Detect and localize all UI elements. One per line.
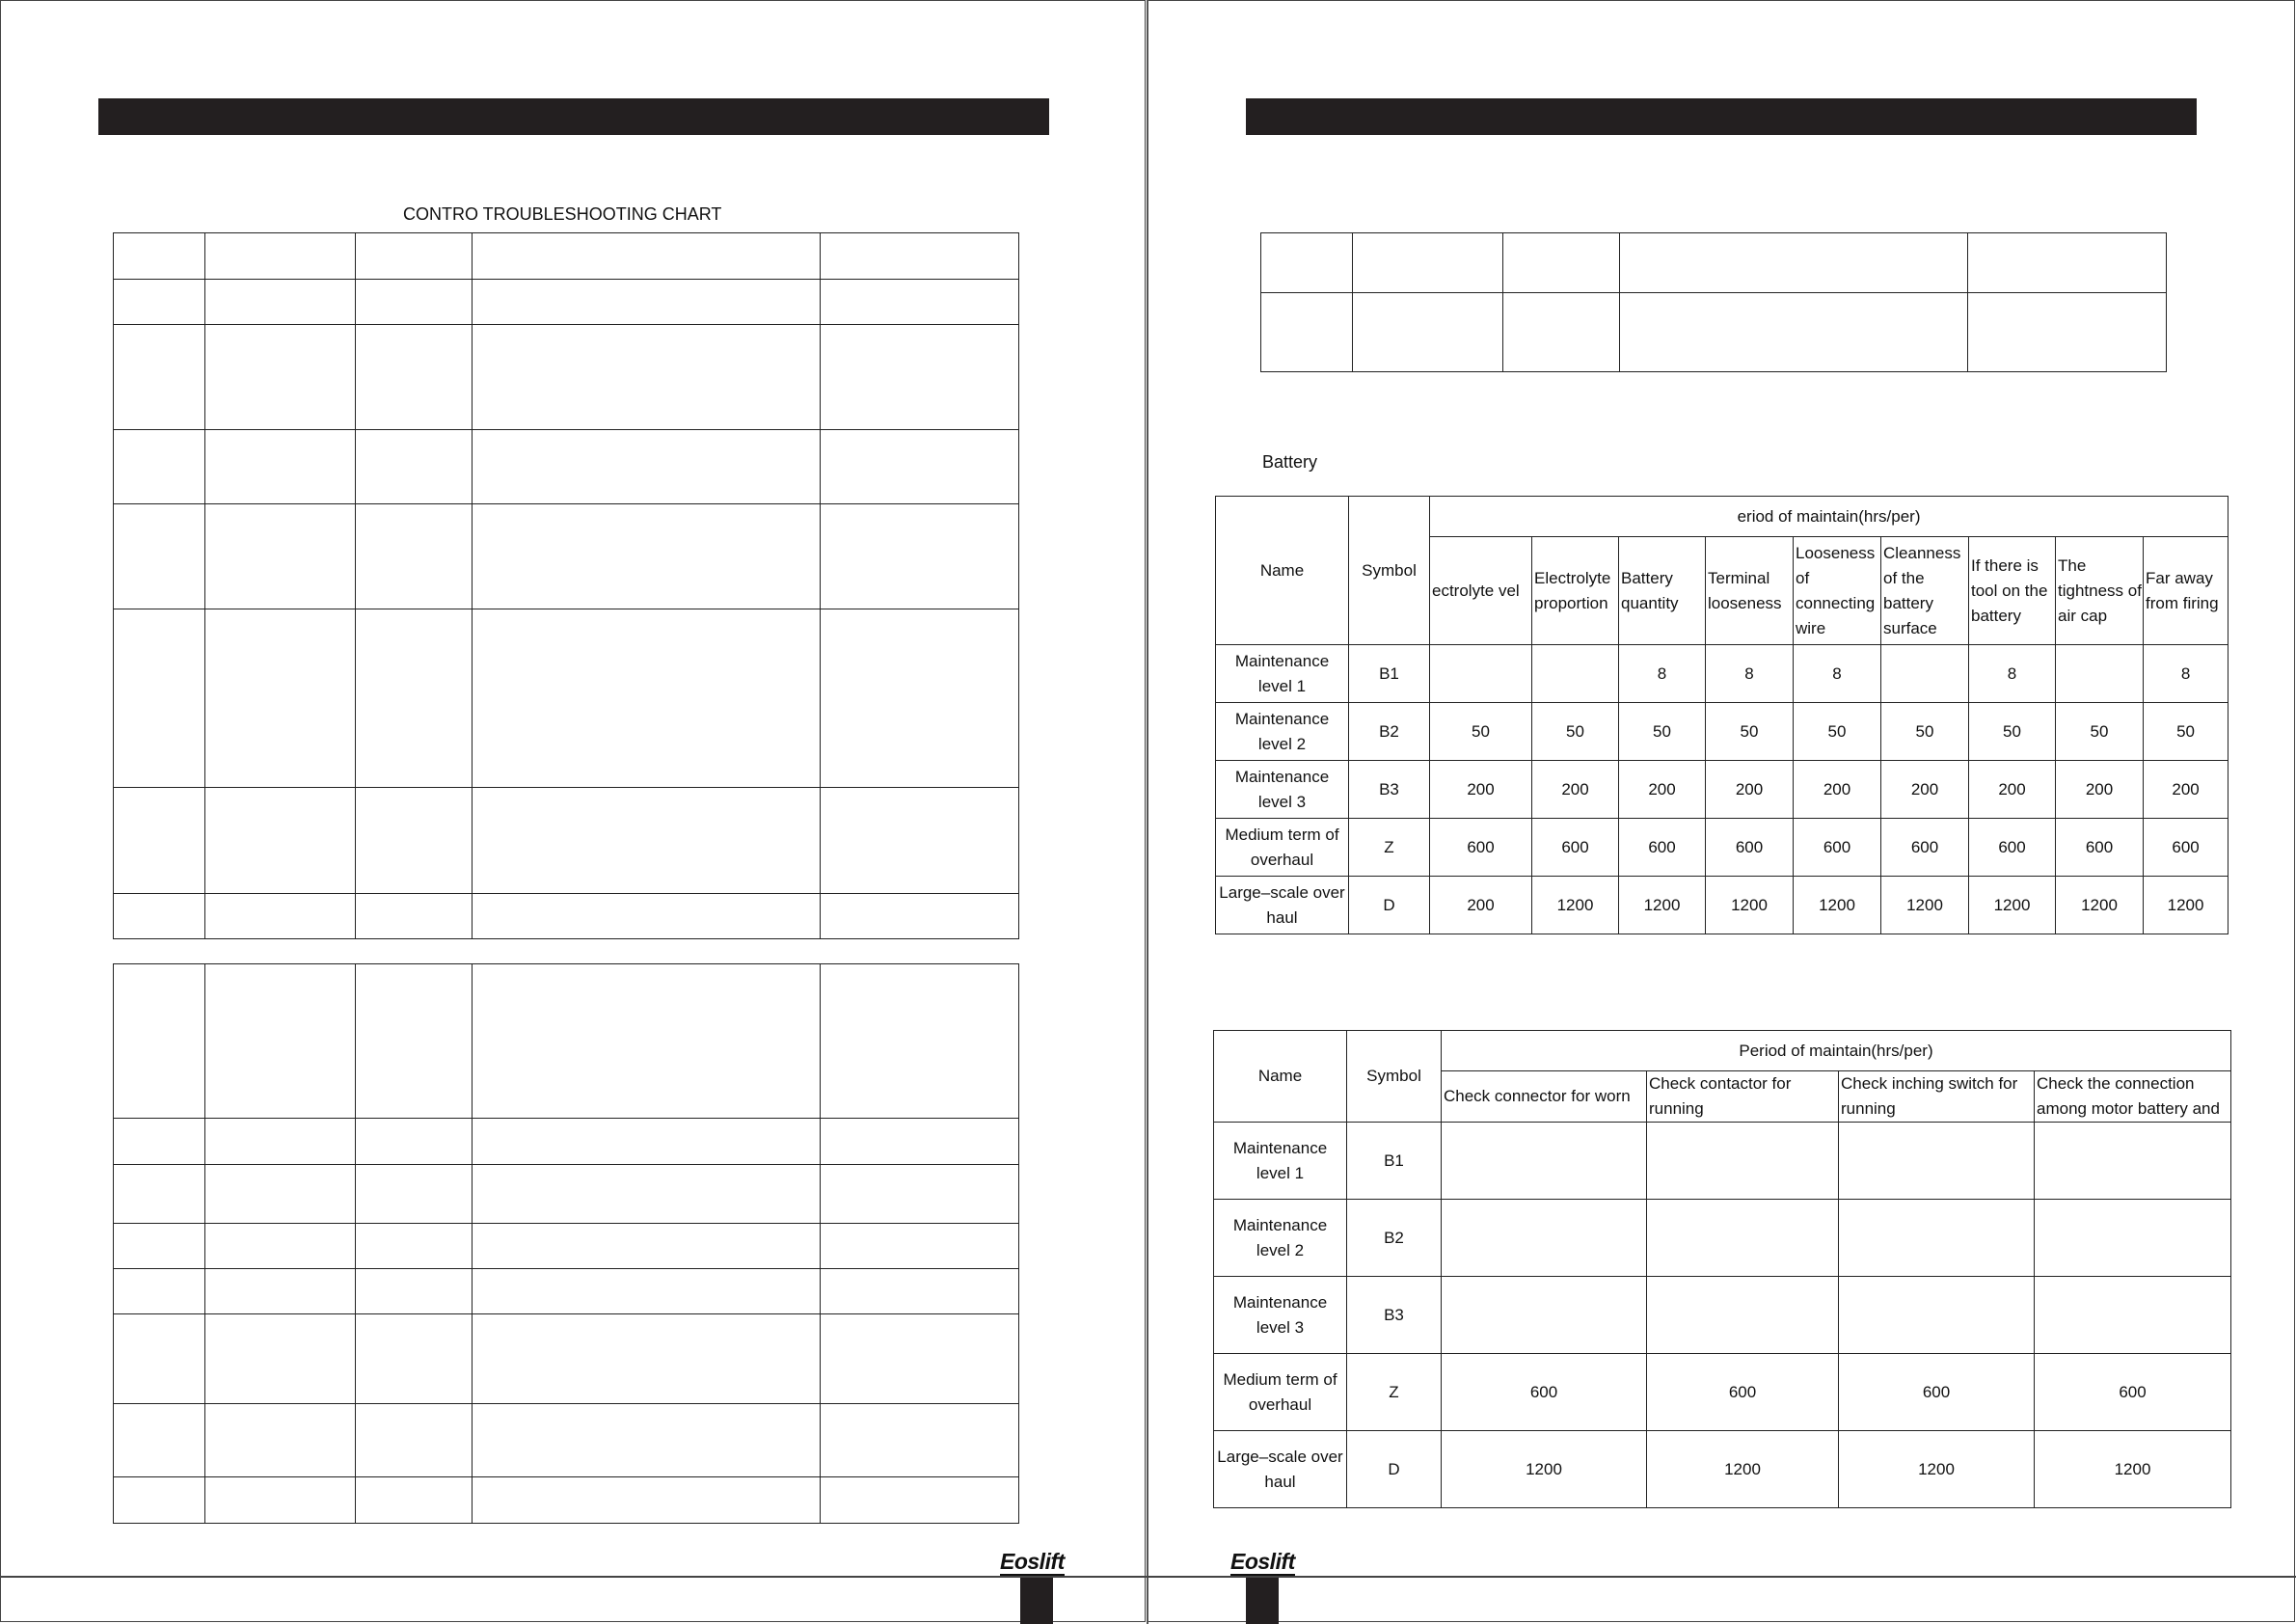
battery-cell: 600 <box>1969 819 2056 877</box>
battery-row-name: Maintenance level 1 <box>1216 645 1349 703</box>
electric-cell: 1200 <box>2035 1431 2231 1508</box>
battery-cell: 600 <box>2056 819 2144 877</box>
electric-cell: 1200 <box>1839 1431 2035 1508</box>
battery-cell: 600 <box>1881 819 1969 877</box>
electric-cell <box>1647 1277 1839 1354</box>
electric-cell: 600 <box>1839 1354 2035 1431</box>
left-header-bar <box>98 98 1049 135</box>
continued-table <box>1260 232 2167 372</box>
battery-col-header: Cleanness of the battery surface <box>1881 537 1969 645</box>
left-page-tab <box>1020 1578 1053 1624</box>
battery-cell <box>2056 645 2144 703</box>
battery-cell <box>1430 645 1532 703</box>
troubleshooting-table-bottom <box>113 963 1019 1524</box>
battery-cell: 50 <box>1430 703 1532 761</box>
electric-row-symbol: B3 <box>1347 1277 1442 1354</box>
battery-row-name: Maintenance level 2 <box>1216 703 1349 761</box>
electric-row <box>1214 1277 2231 1354</box>
right-footer-logo: Eoslift <box>1230 1549 1295 1574</box>
battery-cell: 200 <box>2056 761 2144 819</box>
electric-cell <box>1839 1277 2035 1354</box>
battery-cell: 50 <box>1881 703 1969 761</box>
battery-col-name: Name <box>1216 497 1349 645</box>
battery-cell: 200 <box>1532 761 1619 819</box>
electric-col-header: Check contactor for running <box>1647 1071 1839 1123</box>
electric-row-symbol: B2 <box>1347 1200 1442 1277</box>
battery-cell: 200 <box>1969 761 2056 819</box>
battery-cell: 8 <box>2144 645 2228 703</box>
battery-cell: 200 <box>1706 761 1794 819</box>
battery-cell: 8 <box>1969 645 2056 703</box>
battery-cell: 1200 <box>1969 877 2056 934</box>
battery-row-symbol: B3 <box>1349 761 1430 819</box>
electric-cell: 600 <box>2035 1354 2231 1431</box>
battery-col-header: If there is tool on the battery <box>1969 537 2056 645</box>
battery-row-name: Maintenance level 3 <box>1216 761 1349 819</box>
battery-cell: 200 <box>1430 761 1532 819</box>
electric-row-symbol: B1 <box>1347 1123 1442 1200</box>
electric-row <box>1214 1431 2231 1508</box>
electric-cell: 600 <box>1442 1354 1647 1431</box>
battery-cell: 50 <box>1794 703 1881 761</box>
right-header-bar <box>1246 98 2197 135</box>
battery-cell: 600 <box>1794 819 1881 877</box>
battery-cell: 50 <box>2144 703 2228 761</box>
battery-row-name: Medium term of overhaul <box>1216 819 1349 877</box>
electric-maintenance-table <box>1213 1030 2231 1508</box>
battery-row-symbol: B1 <box>1349 645 1430 703</box>
battery-col-header: The tightness of air cap <box>2056 537 2144 645</box>
battery-col-header: Far away from firing <box>2144 537 2228 645</box>
battery-row <box>1216 819 2228 877</box>
battery-cell: 8 <box>1794 645 1881 703</box>
electric-row <box>1214 1200 2231 1277</box>
electric-cell <box>1442 1277 1647 1354</box>
electric-row-name: Maintenance level 3 <box>1214 1277 1347 1354</box>
electric-cell: 600 <box>1647 1354 1839 1431</box>
electric-cell <box>1442 1200 1647 1277</box>
battery-cell: 1200 <box>2056 877 2144 934</box>
electric-cell <box>1839 1200 2035 1277</box>
battery-cell: 600 <box>1532 819 1619 877</box>
battery-cell: 50 <box>1619 703 1706 761</box>
battery-cell: 1200 <box>1532 877 1619 934</box>
battery-row <box>1216 877 2228 934</box>
electric-row <box>1214 1354 2231 1431</box>
battery-cell: 600 <box>1430 819 1532 877</box>
battery-period-header: eriod of maintain(hrs/per) <box>1430 497 2228 537</box>
electric-cell <box>1442 1123 1647 1200</box>
troubleshooting-table-top <box>113 232 1019 939</box>
electric-col-symbol: Symbol <box>1347 1031 1442 1123</box>
battery-col-header: Terminal looseness <box>1706 537 1794 645</box>
battery-cell: 50 <box>1706 703 1794 761</box>
battery-cell <box>1881 645 1969 703</box>
chart-title: CONTRO TROUBLESHOOTING CHART <box>403 204 722 224</box>
electric-row <box>1214 1123 2231 1200</box>
electric-row-symbol: D <box>1347 1431 1442 1508</box>
battery-row-symbol: D <box>1349 877 1430 934</box>
electric-col-header: Check connector for worn <box>1442 1071 1647 1123</box>
battery-col-header: Looseness of connecting wire <box>1794 537 1881 645</box>
electric-row-name: Large–scale over haul <box>1214 1431 1347 1508</box>
battery-cell: 1200 <box>2144 877 2228 934</box>
battery-row <box>1216 761 2228 819</box>
electric-row-name: Medium term of overhaul <box>1214 1354 1347 1431</box>
electric-col-name: Name <box>1214 1031 1347 1123</box>
electric-col-header: Check inching switch for running <box>1839 1071 2035 1123</box>
battery-cell: 1200 <box>1619 877 1706 934</box>
battery-cell <box>1532 645 1619 703</box>
battery-row-symbol: B2 <box>1349 703 1430 761</box>
electric-cell: 1200 <box>1647 1431 1839 1508</box>
battery-col-header: Electrolyte proportion <box>1532 537 1619 645</box>
electric-cell <box>2035 1200 2231 1277</box>
battery-row-name: Large–scale over haul <box>1216 877 1349 934</box>
battery-cell: 200 <box>1430 877 1532 934</box>
battery-cell: 8 <box>1619 645 1706 703</box>
battery-cell: 600 <box>2144 819 2228 877</box>
electric-col-header: Check the connection among motor battery and <box>2035 1071 2231 1123</box>
battery-label: Battery <box>1262 452 1318 472</box>
electric-row-symbol: Z <box>1347 1354 1442 1431</box>
electric-cell <box>2035 1277 2231 1354</box>
left-footer-logo: Eoslift <box>1000 1549 1065 1574</box>
battery-col-header: ectrolyte vel <box>1430 537 1532 645</box>
battery-maintenance-table <box>1215 496 2228 934</box>
battery-cell: 1200 <box>1706 877 1794 934</box>
battery-cell: 8 <box>1706 645 1794 703</box>
electric-cell <box>1647 1200 1839 1277</box>
battery-row <box>1216 703 2228 761</box>
battery-col-symbol: Symbol <box>1349 497 1430 645</box>
battery-row-symbol: Z <box>1349 819 1430 877</box>
electric-row-name: Maintenance level 2 <box>1214 1200 1347 1277</box>
battery-row <box>1216 645 2228 703</box>
right-page-tab <box>1246 1578 1279 1624</box>
battery-cell: 50 <box>1969 703 2056 761</box>
battery-cell: 200 <box>1881 761 1969 819</box>
battery-cell: 200 <box>2144 761 2228 819</box>
electric-cell <box>1647 1123 1839 1200</box>
footer-rule <box>0 1576 2296 1578</box>
battery-cell: 50 <box>2056 703 2144 761</box>
battery-col-header: Battery quantity <box>1619 537 1706 645</box>
electric-cell <box>1839 1123 2035 1200</box>
battery-cell: 600 <box>1706 819 1794 877</box>
battery-cell: 1200 <box>1794 877 1881 934</box>
battery-cell: 1200 <box>1881 877 1969 934</box>
electric-period-header: Period of maintain(hrs/per) <box>1442 1031 2231 1071</box>
battery-cell: 600 <box>1619 819 1706 877</box>
electric-cell: 1200 <box>1442 1431 1647 1508</box>
page-divider <box>1147 0 1148 1624</box>
electric-row-name: Maintenance level 1 <box>1214 1123 1347 1200</box>
battery-cell: 200 <box>1794 761 1881 819</box>
battery-cell: 200 <box>1619 761 1706 819</box>
battery-cell: 50 <box>1532 703 1619 761</box>
electric-cell <box>2035 1123 2231 1200</box>
